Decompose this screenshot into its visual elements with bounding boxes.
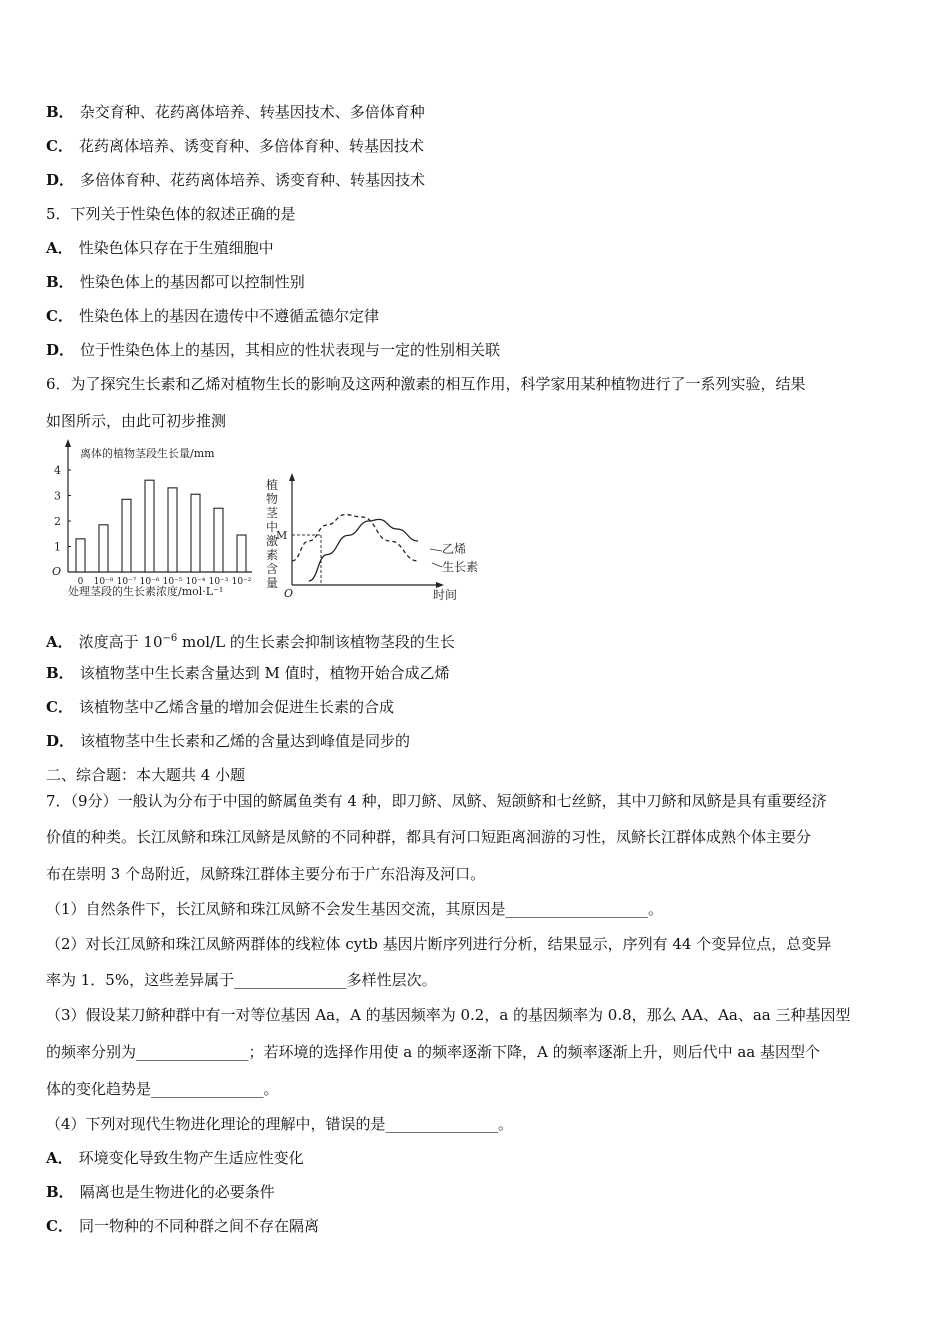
bar: [122, 499, 131, 572]
q5-option-c: C． 性染色体上的基因在遗传中不遵循孟德尔定律: [46, 307, 379, 325]
q5-option-a: A． 性染色体只存在于生殖细胞中: [46, 239, 274, 257]
bar: [214, 508, 223, 572]
bar-x-axis-label: 处理茎段的生长素浓度/mol·L⁻¹: [68, 585, 224, 598]
line-origin-label: O: [284, 587, 294, 600]
m-label: M: [276, 529, 288, 542]
bar-x-tick-label: 10⁻⁷: [116, 577, 137, 587]
auxin-pointer: [432, 563, 442, 567]
series-label-auxin: 生长素: [442, 560, 479, 574]
bar-origin-label: O: [52, 565, 62, 578]
line-y-axis-char: 中: [266, 520, 279, 534]
q7-part3-line1: （3）假设某刀鲚种群中有一对等位基因 Aa，A 的基因频率为 0.2，a 的基因频率为 0.8，那么 AA、Aa、aa 三种基因型: [46, 1006, 851, 1024]
bar-chart-title: 离体的植物茎段生长量/mm: [80, 447, 215, 460]
q6-stem-line2: 如图所示，由此可初步推测: [46, 412, 227, 430]
bar-chart: [52, 439, 252, 598]
bar-x-tick-label: 0: [77, 577, 84, 587]
bar-y-tick-label: 4: [54, 464, 61, 477]
q6-option-a: A． 浓度高于 $10^{-6}$ mol/L 的生长素会抑制该植物茎段的生长: [46, 633, 455, 651]
line-y-axis-char: 植: [266, 478, 279, 492]
bar-x-tick-label: 10⁻²: [231, 577, 252, 587]
q7-option-c: C． 同一物种的不同种群之间不存在隔离: [46, 1217, 319, 1235]
line-y-axis-char: 素: [266, 548, 279, 562]
series-label-ethylene: 乙烯: [442, 542, 467, 556]
q6-figure: [40, 437, 500, 609]
q5-option-d: D． 位于性染色体上的基因，其相应的性状表现与一定的性别相关联: [46, 341, 501, 359]
q6-stem-line1: 6．为了探究生长素和乙烯对植物生长的影响及这两种激素的相互作用，科学家用某种植物进行了一系列实验，结果: [46, 375, 806, 393]
q4-option-b: B． 杂交育种、花药离体培养、转基因技术、多倍体育种: [46, 103, 425, 121]
q7-part4: （4）下列对现代生物进化理论的理解中，错误的是_______________。: [46, 1115, 514, 1133]
q7-part2-line1: （2）对长江凤鲚和珠江凤鲚两群体的线粒体 cytb 基因片断序列进行分析，结果显示，序列有 44 个变异位点，总变异: [46, 935, 832, 953]
bar-x-tick-label: 10⁻⁴: [185, 577, 206, 587]
q7-part2-line2: 率为 1．5%，这些差异属于_______________多样性层次。: [46, 971, 437, 989]
line-y-axis-char: 茎: [266, 506, 279, 520]
q5-option-b: B． 性染色体上的基因都可以控制性别: [46, 273, 305, 291]
q4-option-d: D． 多倍体育种、花药离体培养、诱变育种、转基因技术: [46, 171, 426, 189]
auxin-curve: [292, 515, 418, 561]
bar-y-arrow: [65, 439, 71, 447]
q7-option-b: B． 隔离也是生物进化的必要条件: [46, 1183, 275, 1201]
bar-y-tick-label: 2: [54, 515, 61, 528]
section2-heading: 二、综合题：本大题共 4 小题: [46, 766, 246, 784]
q4-option-c: C． 花药离体培养、诱变育种、多倍体育种、转基因技术: [46, 137, 424, 155]
line-y-axis-char: 激: [266, 534, 279, 548]
bar-y-tick-label: 1: [54, 540, 61, 554]
q7-option-a: A． 环境变化导致生物产生适应性变化: [46, 1149, 304, 1167]
ethylene-curve: [309, 519, 418, 581]
q6-option-c: C． 该植物茎中乙烯含量的增加会促进生长素的合成: [46, 698, 394, 716]
bar: [76, 539, 85, 572]
bar-x-tick-label: 10⁻⁶: [139, 577, 160, 587]
ethylene-pointer: [430, 549, 442, 551]
q5-stem: 5．下列关于性染色体的叙述正确的是: [46, 205, 296, 223]
bar: [191, 494, 200, 572]
q7-stem-line2: 价值的种类。长江凤鲚和珠江凤鲚是凤鲚的不同种群，都具有河口短距离洄游的习性，凤鲚长江群体成熟个体主要分: [46, 828, 812, 846]
q7-stem-line3: 布在崇明 3 个岛附近，凤鲚珠江群体主要分布于广东沿海及河口。: [46, 865, 486, 883]
q7-part3-line3: 体的变化趋势是_______________。: [46, 1080, 279, 1098]
q6-option-d: D． 该植物茎中生长素和乙烯的含量达到峰值是同步的: [46, 732, 411, 750]
line-y-axis-char: 物: [266, 492, 279, 506]
bar: [99, 525, 108, 572]
q7-stem-line1: 7．（9分）一般认为分布于中国的鲚属鱼类有 4 种，即刀鲚、凤鲚、短颌鲚和七丝鲚，其中刀鲚和凤鲚是具有重要经济: [46, 792, 827, 810]
bar-x-tick-label: 10⁻⁸: [93, 577, 114, 587]
bar-x-tick-label: 10⁻⁵: [162, 577, 183, 587]
line-x-axis-label: 时间: [433, 588, 458, 602]
bar: [168, 488, 177, 572]
bar: [237, 535, 246, 572]
q6-option-b: B． 该植物茎中生长素含量达到 M 值时，植物开始合成乙烯: [46, 664, 450, 682]
bar-x-tick-label: 10⁻³: [208, 577, 229, 587]
bar-y-tick-label: 3: [54, 489, 61, 503]
line-chart: [266, 473, 478, 602]
q7-part1: （1）自然条件下，长江凤鲚和珠江凤鲚不会发生基因交流，其原因是___________________。: [46, 900, 664, 918]
q7-part3-line2: 的频率分别为_______________；若环境的选择作用使 a 的频率逐渐下降，A 的频率逐渐上升，则后代中 aa 基因型个: [46, 1043, 821, 1061]
line-y-axis-char: 含: [266, 562, 279, 576]
line-y-axis-char: 量: [266, 576, 279, 590]
line-y-arrow: [289, 473, 295, 481]
bar: [145, 480, 154, 572]
